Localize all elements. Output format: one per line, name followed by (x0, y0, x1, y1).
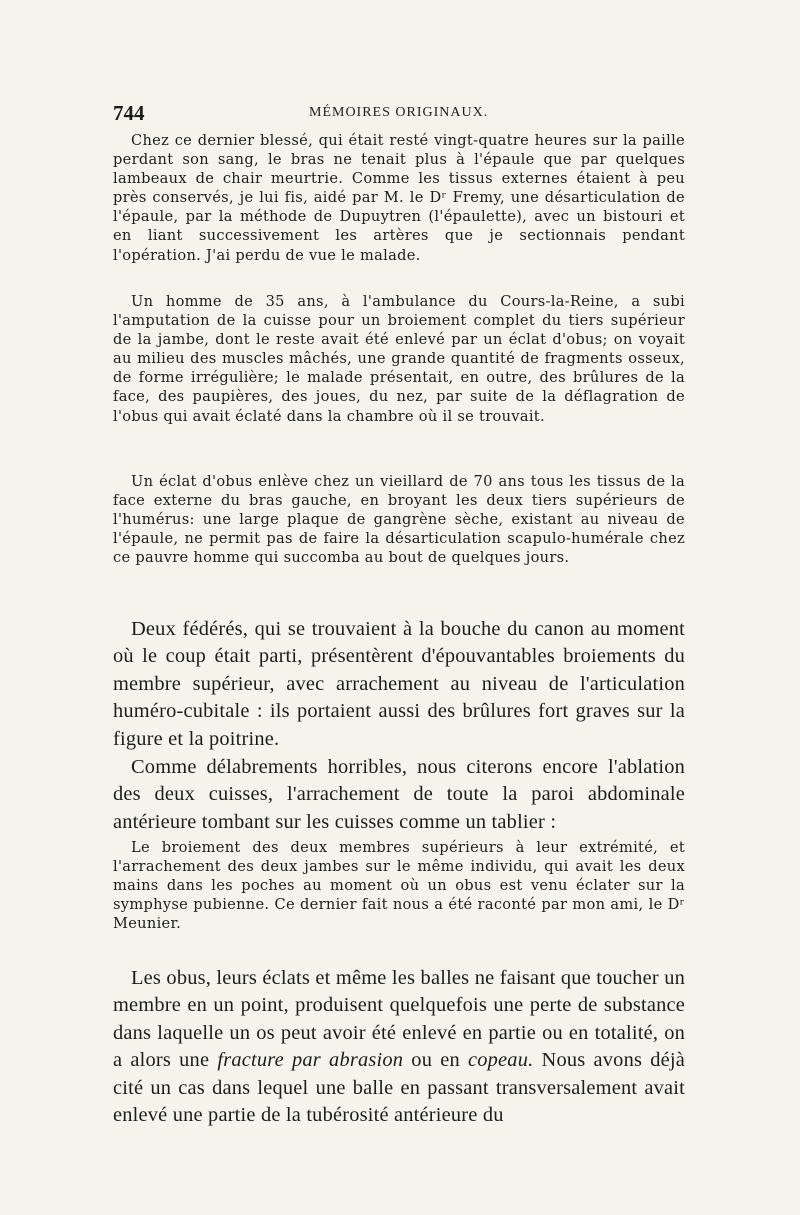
paragraph-old-man-humerus: Un éclat d'obus enlève chez un vieillard de 70 ans tous les tissus de la face externe du bras gauche, en broyant les deux tiers supérieurs de l'humérus: une large plaque de gangrène sèche, existant au niveau de l'épaule, ne permit pas de faire la désarticulation scapulo-humérale chez ce pauvre homme qui succomba au bout de quelques jours. (113, 473, 685, 567)
paragraph-horrible-injuries: Comme délabrements horribles, nous citerons encore l'ablation des deux cuisses, l'arrachement de toute la paroi abdominale antérieure tombant sur les cuisses comme un tablier : (113, 756, 685, 833)
abrasion-text-3: Nous avons déjà cité un cas dans lequel une balle en passant transversalement avait enlevé une partie de la tubérosité antérieure du (113, 1049, 685, 1127)
abrasion-text-1: Les obus, leurs éclats et même les balles ne faisant que toucher un membre en un point, produisent quelquefois une perte de substance dans laquelle un os peut avoir été enlevé en partie ou en totalité, on a alors une (113, 967, 685, 1072)
paragraph-abrasion-fracture (113, 965, 685, 1129)
abrasion-text-2: ou en (403, 1049, 469, 1072)
paragraph-two-federes: Deux fédérés, qui se trouvaient à la bouche du canon au moment où le coup était parti, présentèrent d'épouvantables broiements du membre supérieur, avec arrachement au niveau de l'articulation huméro-cubitale : ils portaient aussi des brûlures fort graves sur la figure et la poitrine. (113, 618, 685, 750)
page-header (113, 101, 685, 127)
paragraph-meunier-case: Le broiement des deux membres supérieurs à leur extrémité, et l'arrachement des deux jambes sur le même individu, qui avait les deux mains dans les poches au moment où un obus est venu éclater sur la symphyse pubienne. Ce dernier fait nous a été raconté par mon ami, le Dʳ Meunier. (113, 839, 685, 933)
running-title: MÉMOIRES ORIGINAUX. (309, 105, 489, 120)
paragraph-thigh-amputation: Un homme de 35 ans, à l'ambulance du Cours-la-Reine, a subi l'amputation de la cuisse pour un broiement complet du tiers supérieur de la jambe, dont le reste avait été enlevé par un éclat d'obus; on voyait au milieu des muscles mâchés, une grande quantité de fragments osseux, de forme irrégulière; le malade présentait, en outre, des brûlures de la face, des paupières, des joues, du nez, par suite de la déflagration de l'obus qui avait éclaté dans la chambre où il se trouvait. (113, 293, 685, 425)
italic-term-copeau: copeau. (468, 1049, 534, 1072)
page-number: 744 (113, 101, 145, 125)
italic-term-abrasion: fracture par abrasion (217, 1049, 404, 1072)
paragraph-shoulder-disarticulation: Chez ce dernier blessé, qui était resté vingt-quatre heures sur la paille perdant son sang, le bras ne tenait plus à l'épaule que par quelques lambeaux de chair meurtrie. Comme les tissus externes étaient à peu près conservés, je lui fis, aidé par M. le Dʳ Fremy, une désarticulation de l'épaule, par la méthode de Dupuytren (l'épaulette), avec un bistouri et en liant successivement les artères que je sectionnais pendant l'opération. J'ai perdu de vue le malade. (113, 132, 685, 264)
